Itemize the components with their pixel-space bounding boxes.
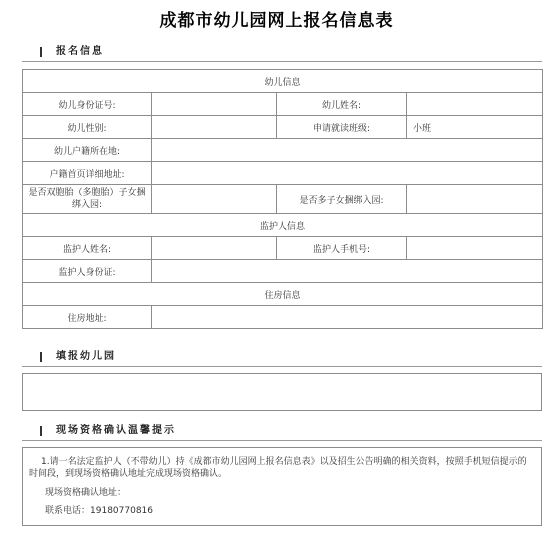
- guardian-id-field[interactable]: [152, 260, 543, 283]
- section-title-kindergarten: 填报幼儿园: [56, 351, 116, 362]
- table-row: [23, 185, 543, 214]
- twins-field[interactable]: [152, 185, 277, 214]
- guardian-id-label: 监护人身份证:: [23, 260, 152, 283]
- tips-line-1: 1.请一名法定监护人（不带幼儿）持《成都市幼儿园网上报名信息表》以及招生公告明确的相关资料，按照手机短信提示的: [41, 457, 527, 467]
- section-header-tips: [22, 425, 542, 441]
- section-header-registration: [22, 46, 542, 62]
- tips-phone: [45, 505, 153, 517]
- tips-address-label: 现场资格确认地址：: [45, 488, 127, 498]
- section-marker: [40, 47, 42, 57]
- page-title: 成都市幼儿园网上报名信息表: [159, 11, 394, 31]
- child-id-field[interactable]: [152, 93, 277, 116]
- child-info-header: 幼儿信息: [23, 70, 543, 93]
- class-label: 申请就读班级:: [277, 116, 407, 139]
- tips-box: [22, 447, 542, 526]
- tips-line-2: 时间段，到现场资格确认地址完成现场资格确认。: [29, 469, 228, 479]
- hukou-address-field[interactable]: [152, 162, 543, 185]
- guardian-phone-label: 监护人手机号:: [277, 237, 407, 260]
- kindergarten-field[interactable]: [22, 373, 542, 411]
- section-title-registration: 报名信息: [56, 46, 104, 57]
- hukou-address-label: 户籍首页详细地址:: [23, 162, 152, 185]
- tips-phone-value: 19180770816: [90, 506, 154, 516]
- table-row: [23, 93, 543, 116]
- table-row: [23, 306, 543, 329]
- class-field[interactable]: 小班: [407, 116, 543, 139]
- table-row: [23, 237, 543, 260]
- housing-address-label: 住房地址:: [23, 306, 152, 329]
- table-row: [23, 116, 543, 139]
- table-row: [23, 214, 543, 237]
- section-marker: [40, 352, 42, 362]
- guardian-phone-field[interactable]: [407, 237, 543, 260]
- multi-children-field[interactable]: [407, 185, 543, 214]
- twins-label: 是否双胞胎（多胞胎）子女捆绑入园:: [23, 185, 152, 214]
- section-header-kindergarten: [22, 351, 542, 367]
- hukou-label: 幼儿户籍所在地:: [23, 139, 152, 162]
- guardian-info-header: 监护人信息: [23, 214, 543, 237]
- table-row: [23, 139, 543, 162]
- table-row: [23, 283, 543, 306]
- housing-info-header: 住房信息: [23, 283, 543, 306]
- section-title-tips: 现场资格确认温馨提示: [56, 425, 176, 436]
- multi-children-label: 是否多子女捆绑入园:: [277, 185, 407, 214]
- table-row: [23, 70, 543, 93]
- guardian-name-field[interactable]: [152, 237, 277, 260]
- child-name-label: 幼儿姓名:: [277, 93, 407, 116]
- child-name-field[interactable]: [407, 93, 543, 116]
- housing-address-field[interactable]: [152, 306, 543, 329]
- tips-phone-label: 联系电话：: [45, 506, 91, 516]
- guardian-name-label: 监护人姓名:: [23, 237, 152, 260]
- table-row: [23, 260, 543, 283]
- section-marker: [40, 426, 42, 436]
- child-id-label: 幼儿身份证号:: [23, 93, 152, 116]
- child-gender-field[interactable]: [152, 116, 277, 139]
- registration-form-table: [22, 69, 543, 329]
- child-gender-label: 幼儿性别:: [23, 116, 152, 139]
- table-row: [23, 162, 543, 185]
- hukou-field[interactable]: [152, 139, 543, 162]
